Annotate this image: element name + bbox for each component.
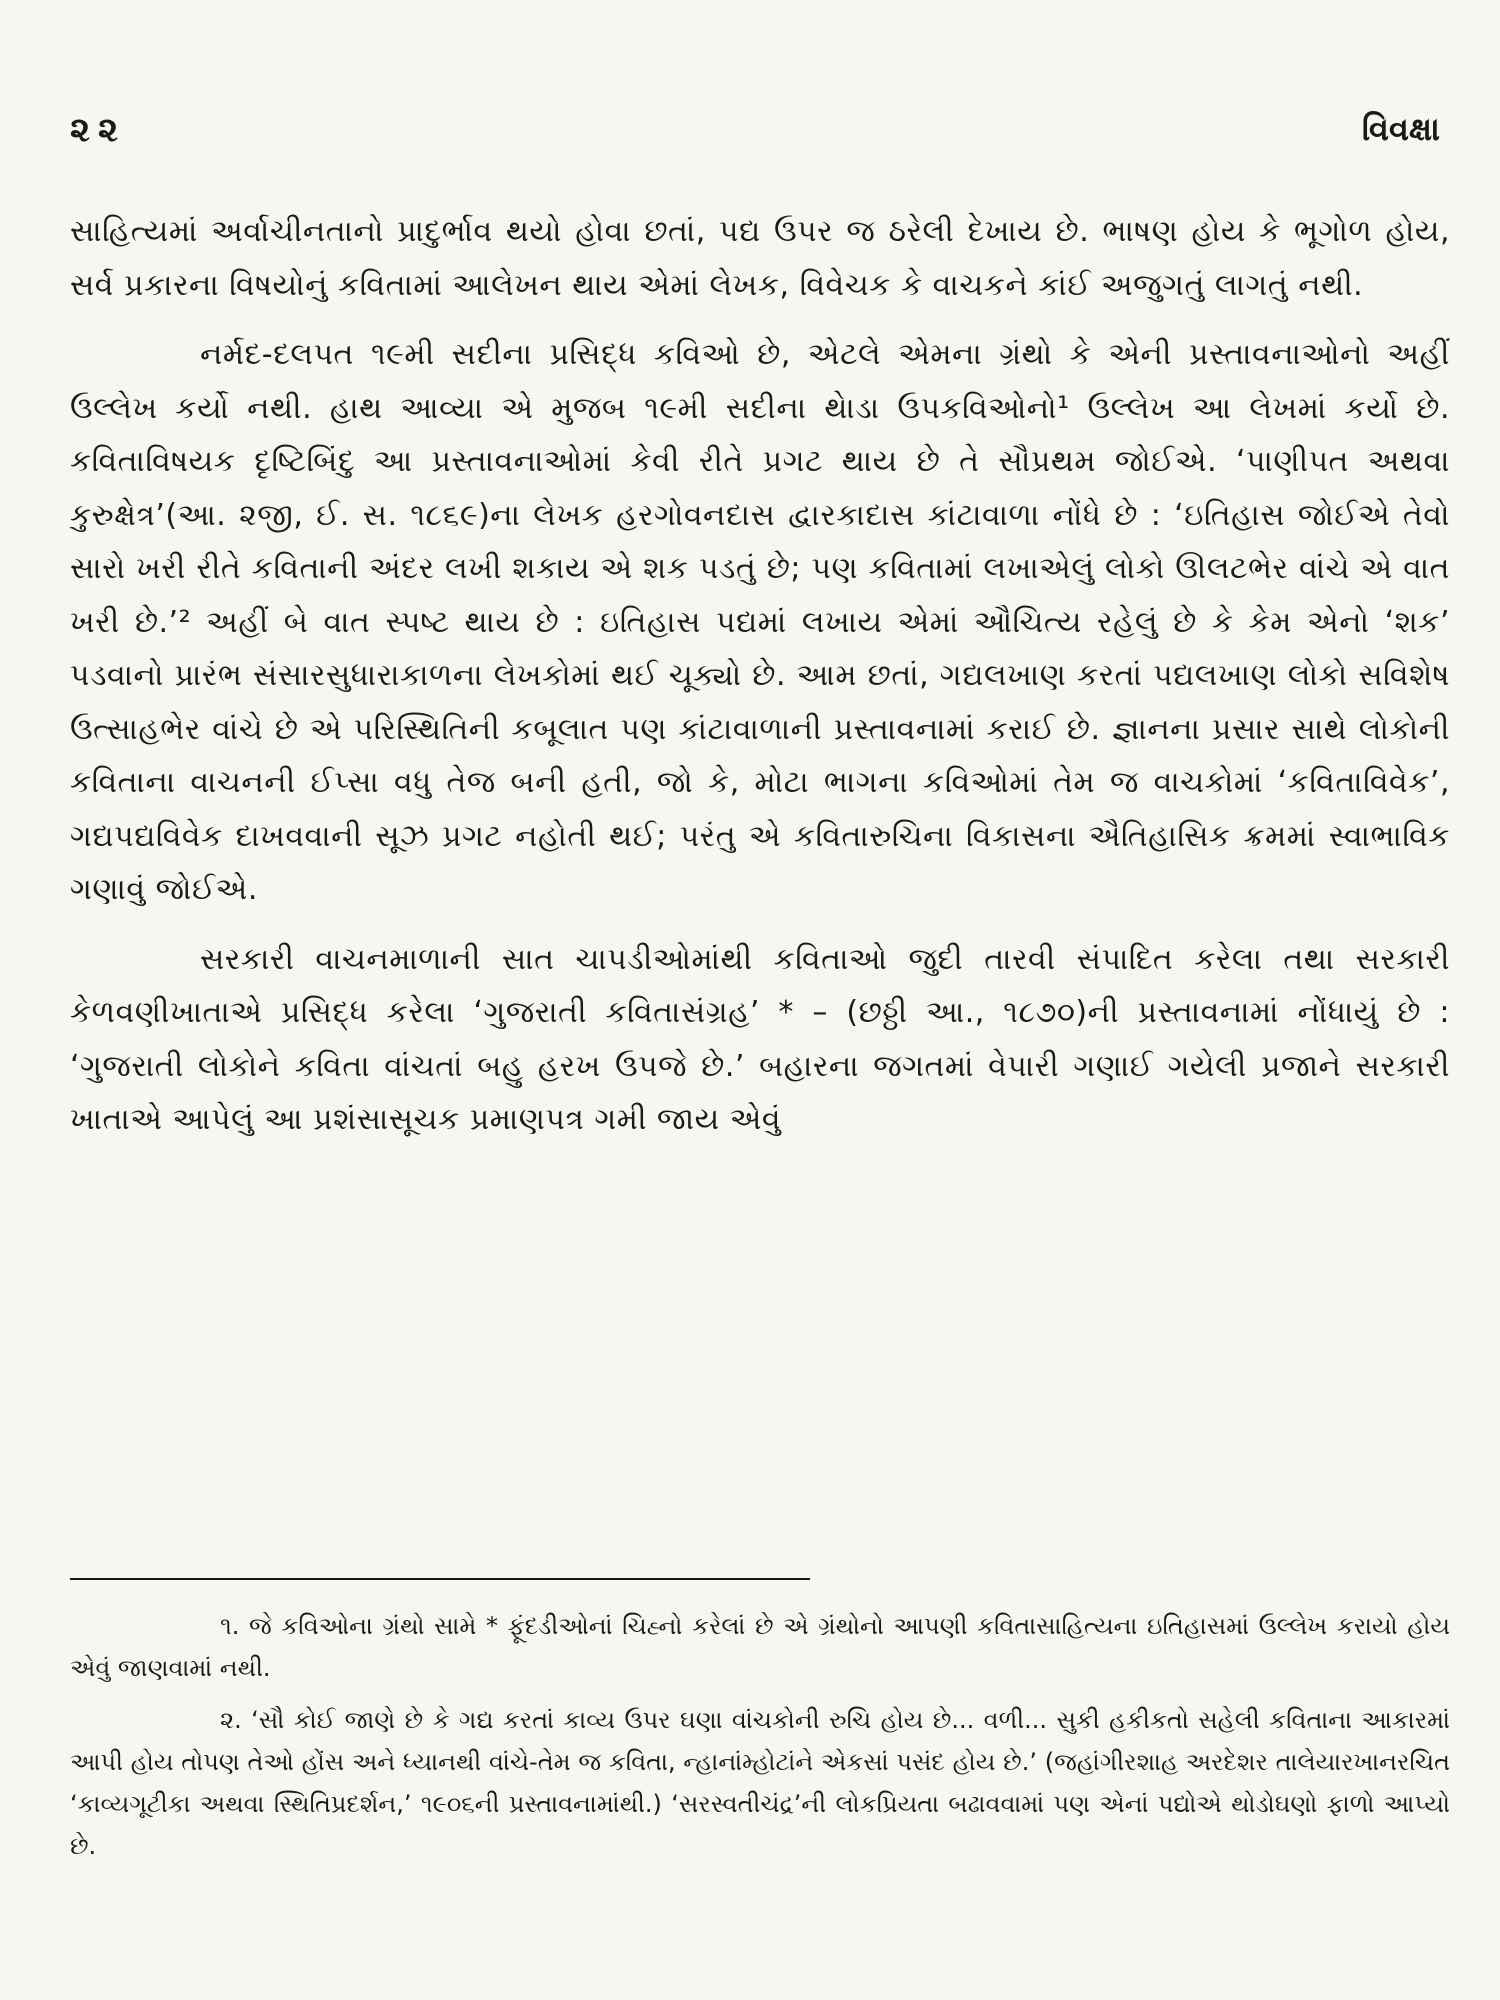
footnote: ૧. જે કવિઓના ગ્રંથો સામે * ફૂંદડીઓનાં ચિહ્નો કરેલાં છે એ ગ્રંથોનો આપણી કવિતાસાહિત્યના ઇતિહાસમાં ઉલ્લેખ કરાયો હોય એવું જાણવામાં નથી. <box>70 1612 1450 1682</box>
running-title: વિવક્ષા <box>1361 110 1440 148</box>
paragraph-continued: સાહિત્યમાં અર્વાચીનતાનો પ્રાદુર્ભાવ થયો હોવા છતાં, પદ્ય ઉપર જ ઠરેલી દેખાય છે. ભાષણ હોય કે ભૂગોળ હોય, સર્વ પ્રકારના વિષયોનું કવિતામાં આલેખન થાય એમાં લેખક, વિવેચક કે વાચકને કાંઈ અજુગતું લાગતું નથી. <box>70 214 1450 303</box>
paragraph: સરકારી વાચનમાળાની સાત ચાપડીઓમાંથી કવિતાઓ જુદી તારવી સંપાદિત કરેલા તથા સરકારી કેળવણીખાતાએ પ્રસિદ્ધ કરેલા ‘ગુજરાતી કવિતાસંગ્રહ’ * – (છઠ્ઠી આ., ૧૮૭૦)ની પ્રસ્તાવનામાં નોંધાયું છે : ‘ગુજરાતી લોકોને કવિતા વાંચતાં બહુ હરખ ઉપજે છે.’ બહારના જગતમાં વેપારી ગણાઈ ગયેલી પ્રજાને સરકારી ખાતાએ આપેલું આ પ્રશંસાસૂચક પ્રમાણપત્ર ગમી જાય એવું <box>70 941 1450 1137</box>
footnote: ૨. ‘સૌ કોઈ જાણે છે કે ગદ્ય કરતાં કાવ્ય ઉપર ઘણા વાંચકોની રુચિ હોય છે... વળી... સુકી હકીકતો સહેલી કવિતાના આકારમાં આપી હોય તોપણ તેઓ હોંસ અને ધ્યાનથી વાંચે-તેમ જ કવિતા, ન્હાનાંમ્હોટાંને એકસાં પસંદ હોય છે.’ (જહાંગીરશાહ અરદેશર તાલેયારખાનરચિત ‘કાવ્યગૂટીકા અથવા સ્થિતિપ્રદર્શન,’ ૧૯૦૬ની પ્રસ્તાવનામાંથી.) ‘સરસ્વતીચંદ્ર’ની લોકપ્રિયતા બઢાવવામાં પણ એનાં પદ્યોએ થોડોઘણો ફાળો આપ્યો છે. <box>70 1706 1450 1860</box>
footnote-divider <box>70 1578 810 1580</box>
page-number: ૨૨ <box>70 110 126 150</box>
paragraph: નર્મદ-દલપત ૧૯મી સદીના પ્રસિદ્ધ કવિઓ છે, એટલે એમના ગ્રંથો કે એની પ્રસ્તાવનાઓનો અહીં ઉલ્લેખ કર્યો નથી. હાથ આવ્યા એ મુજબ ૧૯મી સદીના થેાડા ઉપકવિઓનો¹ ઉલ્લેખ આ લેખમાં કર્યો છે. કવિતાવિષયક દૃષ્ટિબિંદુ આ પ્રસ્તાવનાઓમાં કેવી રીતે પ્રગટ થાય છે તે સૌપ્રથમ જોઈએ. ‘પાણીપત અથવા કુરુક્ષેત્ર’(આ. ૨જી, ઈ. સ. ૧૮૬૯)ના લેખક હરગોવનદાસ દ્વારકાદાસ કાંટાવાળા નોંધે છે : ‘ઇતિહાસ જોઈએ તેવો સારો ખરી રીતે કવિતાની અંદર લખી શકાય એ શક પડતું છે; પણ કવિતામાં લખાએલું લોકો ઊલટભેર વાંચે એ વાત ખરી છે.’² અહીં બે વાત સ્પષ્ટ થાય છે : ઇતિહાસ પદ્યમાં લખાય એમાં ઔચિત્ય રહેલું છે કે કેમ એનો ‘શક’ પડવાનો પ્રારંભ સંસારસુધારાકાળના લેખકોમાં થઈ ચૂક્યો છે. આમ છતાં, ગદ્યલખાણ કરતાં પદ્યલખાણ લોકો સવિશેષ ઉત્સાહભેર વાંચે છે એ પરિસ્થિતિની કબૂલાત પણ કાંટાવાળાની પ્રસ્તાવનામાં કરાઈ છે. જ્ઞાનના પ્રસાર સાથે લોકોની કવિતાના વાચનની ઈપ્સા વધુ તેજ બની હતી, જો કે, મોટા ભાગના કવિઓમાં તેમ જ વાચકોમાં ‘કવિતાવિવેક’, ગદ્યપદ્યવિવેક દાખવવાની સૂઝ પ્રગટ નહોતી થઈ; પરંતુ એ કવિતારુચિના વિકાસના ઐતિહાસિક ક્રમમાં સ્વાભાવિક ગણાવું જોઈએ. <box>70 337 1451 907</box>
footnotes <box>70 1605 1450 1867</box>
body-text <box>70 205 1450 1147</box>
page-header <box>70 110 1440 160</box>
